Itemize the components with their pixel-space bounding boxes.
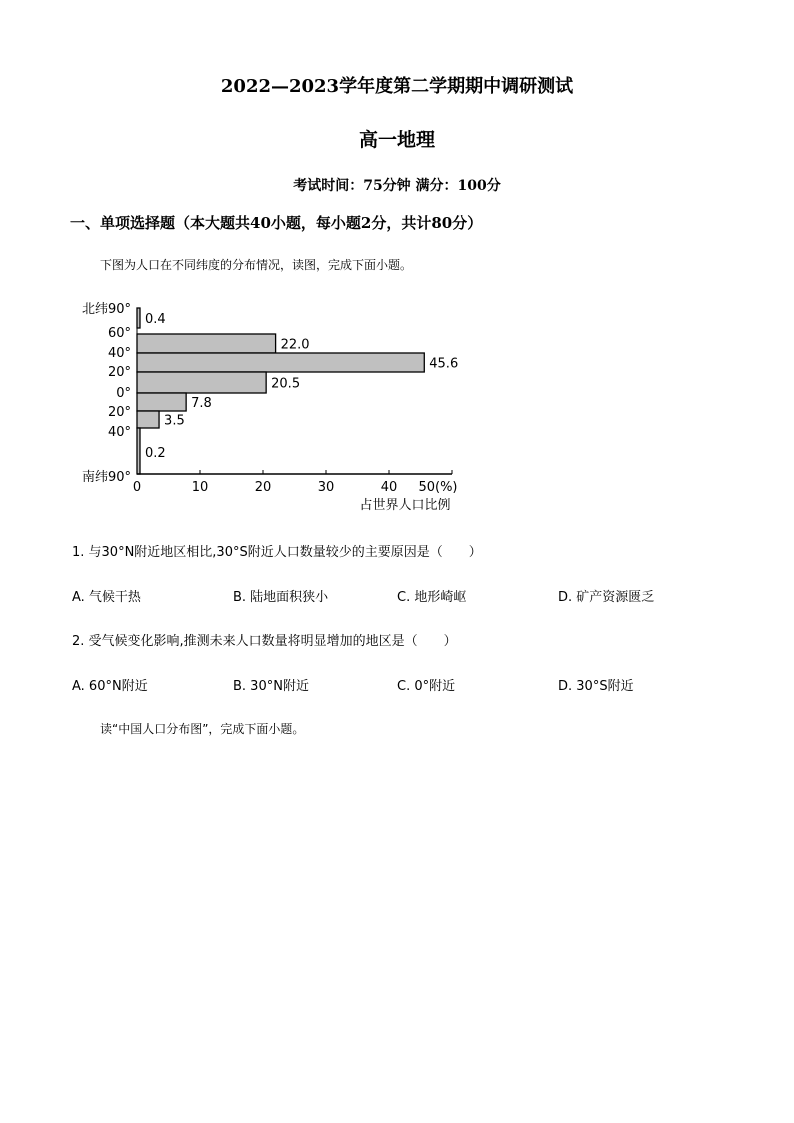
question-1-option-c[interactable]: C. 地形崎岖 — [397, 590, 467, 605]
data-label: 45.6 — [429, 356, 459, 372]
data-label: 0.4 — [145, 312, 166, 327]
data-label: 3.5 — [164, 413, 185, 429]
data-label: 7.8 — [191, 396, 212, 411]
y-axis-ticks — [82, 301, 131, 485]
y-tick-label: 0° — [116, 386, 131, 401]
bars — [137, 308, 458, 474]
y-tick-label: 北纬90° — [81, 302, 131, 317]
y-tick-label: 20° — [107, 365, 131, 380]
question-2-stem: 2. 受气候变化影响,推测未来人口数量将明显增加的地区是（ ） — [72, 634, 457, 649]
y-tick-label: 20° — [107, 405, 131, 420]
question-2-option-d[interactable]: D. 30°S附近 — [558, 679, 634, 694]
question-2-option-c[interactable]: C. 0°附近 — [397, 679, 456, 694]
data-label: 22.0 — [280, 337, 310, 353]
section2-intro: 读“中国人口分布图”，完成下面小题。 — [100, 722, 305, 736]
y-tick-label: 40° — [107, 346, 131, 361]
question-1-option-d[interactable]: D. 矿产资源匮乏 — [558, 590, 655, 605]
section-heading: 一、单项选择题（本大题共40小题，每小题2分，共计80分） — [70, 214, 483, 232]
chart-intro: 下图为人口在不同纬度的分布情况，读图，完成下面小题。 — [100, 258, 413, 272]
exam-title: 2022—2023学年度第二学期期中调研测试 — [220, 76, 574, 97]
population-latitude-chart — [60, 290, 490, 520]
bar — [137, 372, 266, 393]
x-tick-label: 20 — [254, 480, 272, 495]
exam-info: 考试时间：75分钟 满分：100分 — [293, 178, 501, 194]
x-tick-label: 40 — [380, 480, 398, 495]
data-label: 0.2 — [145, 446, 166, 461]
subject-title: 高一地理 — [358, 129, 435, 151]
x-tick-label: 10 — [191, 480, 209, 495]
bar — [137, 393, 186, 411]
y-tick-label: 40° — [107, 425, 131, 440]
bar — [137, 334, 276, 353]
question-2-option-a[interactable]: A. 60°N附近 — [72, 679, 148, 694]
y-tick-label: 南纬90° — [81, 470, 131, 485]
question-1-stem: 1. 与30°N附近地区相比,30°S附近人口数量较少的主要原因是（ ） — [72, 545, 482, 560]
question-1-option-a[interactable]: A. 气候干热 — [72, 590, 141, 605]
bar — [137, 353, 424, 372]
x-tick-label: 30 — [317, 480, 335, 495]
bar — [137, 411, 159, 428]
y-tick-label: 60° — [107, 326, 131, 341]
x-axis-label: 占世界人口比例 — [359, 498, 451, 513]
x-tick-label: 50(%) — [418, 480, 458, 495]
question-1-option-b[interactable]: B. 陆地面积狭小 — [233, 590, 329, 605]
question-2-option-b[interactable]: B. 30°N附近 — [233, 679, 309, 694]
data-label: 20.5 — [271, 376, 301, 392]
x-tick-label: 0 — [132, 480, 142, 495]
